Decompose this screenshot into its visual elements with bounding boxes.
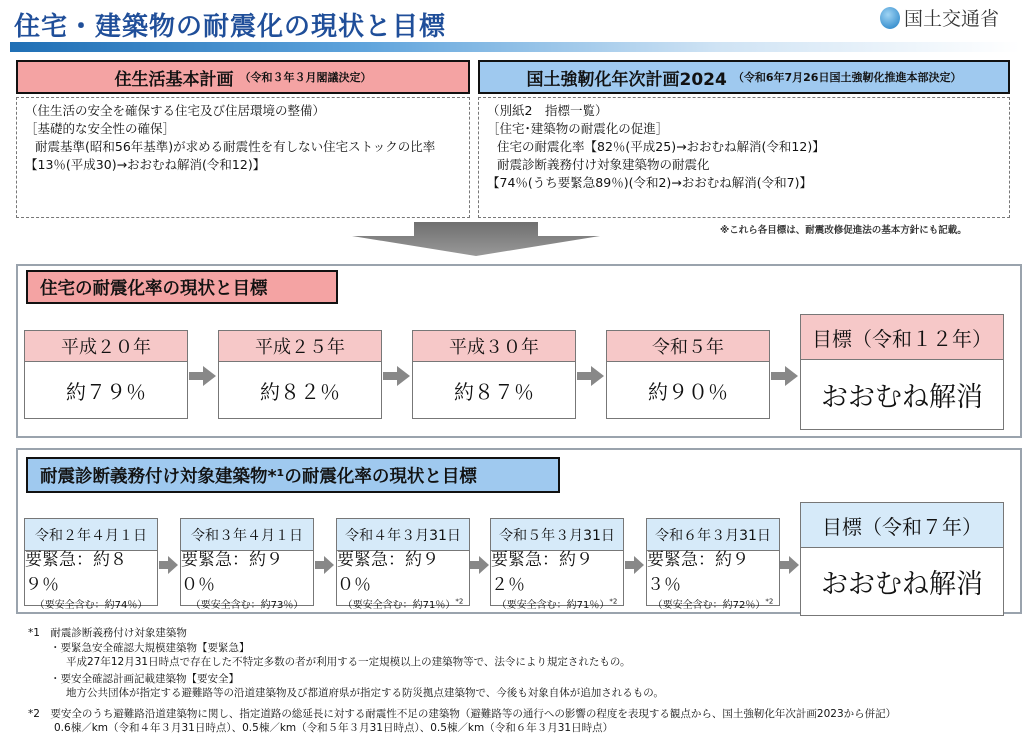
plan-left-subtitle: （令和３年３月閣議決定） [239,71,372,84]
footnote-mark: *2 [455,597,464,606]
plan-right-line: （別紙2 指標一覧） [487,103,608,118]
plan-right-details [478,97,1010,218]
plan-right-title: 国土強靭化年次計画2024 [526,69,727,90]
plan-left-header [16,60,470,94]
building-card-date: 令和６年３月31日 [647,519,779,551]
plan-right-line: ［住宅･建築物の耐震化の促進］ [487,121,669,136]
building-card-body [491,550,623,611]
footnotes [28,626,896,736]
building-card-sub-text: （要安全含む：約71％） [342,600,456,611]
right-arrow-icon [625,556,645,574]
right-arrow-icon [189,366,217,386]
housing-card [412,330,576,419]
building-card-body [337,550,469,611]
building-card-sub [653,596,774,611]
plan-right-line: 耐震診断義務付け対象建築物の耐震化 [497,157,710,172]
building-card-body [25,550,157,611]
mlit-logo-icon [880,7,900,29]
building-card-rate: 要緊急：約８９％ [25,550,127,595]
building-card-body [181,550,313,611]
right-arrow-icon [315,556,335,574]
housing-card-rate: 約８７％ [454,379,534,404]
footnote-line: ・要緊急安全確認大規模建築物【要緊急】 [50,641,250,654]
building-card-body [647,550,779,611]
building-card-date: 令和３年４月１日 [181,519,313,551]
building-card-sub [343,596,464,611]
building-card [24,518,158,611]
right-arrow-icon [159,556,179,574]
plan-right-header [478,60,1010,94]
building-card-sub-text: （要安全含む：約72％） [652,600,766,611]
down-arrow-icon [346,222,606,258]
building-goal-value: おおむね解消 [821,568,983,600]
plan-right-line: 【74％(うち要緊急89％)(令和2)→おおむね解消(令和7)】 [487,175,812,190]
plan-right-line: 住宅の耐震化率【82％(平成25)→おおむね解消(令和12)】 [497,139,825,154]
building-card-date: 令和４年３月31日 [337,519,469,551]
ministry-name: 国土交通省 [904,8,1000,30]
housing-card-rate: 約９０％ [648,379,728,404]
right-arrow-icon [383,366,411,386]
right-arrow-icon [470,556,490,574]
building-card-sub-text: （要安全含む：約71％） [496,600,610,611]
building-card-rate: 要緊急：約９３％ [647,550,749,595]
ministry-logo [880,4,999,31]
building-card-sub-text: （要安全含む：約73％） [190,600,304,611]
building-card-rate: 要緊急：約９０％ [181,550,283,595]
building-goal-label: 目標（令和７年） [801,503,1003,548]
housing-card-year: 平成２５年 [219,331,381,362]
footnote-line: 地方公共団体が指定する避難路等の沿道建築物及び都道府県が指定する防災拠点建築物で、今後も対象自体が追加されるもの。 [66,687,664,699]
housing-card-rate: 約７９％ [66,379,146,404]
building-card-date: 令和５年３月31日 [491,519,623,551]
right-arrow-icon [771,366,799,386]
housing-goal-label: 目標（令和１２年） [801,315,1003,360]
housing-card [24,330,188,419]
footnote-line: 0.6棟／km（令和４年３月31日時点）、0.5棟／km（令和５年３月31日時点）、0.5棟／km（令和６年３月31日時点） [54,722,614,734]
plan-left-line: （住生活の安全を確保する住宅及び住居環境の整備） [25,103,326,118]
section-housing-title: 住宅の耐震化率の現状と目標 [26,270,338,304]
plan-left-line: ［基礎的な安全性の確保］ [25,121,176,136]
footnote-line: 平成27年12月31日時点で存在した不特定多数の者が利用する一定規模以上の建築物等で、法令により規定されたもの。 [66,656,631,668]
footnote-line: *1 耐震診断義務付け対象建築物 [28,627,187,639]
section-mandatory-buildings-title: 耐震診断義務付け対象建築物*¹の耐震化率の現状と目標 [26,457,560,493]
housing-card-rate: 約８２％ [260,379,340,404]
plan-left-details [16,97,470,218]
building-card-sub [497,596,618,611]
building-card-sub-text: （要安全含む：約74％） [34,600,148,611]
footnote-mark: *2 [765,597,774,606]
footnote-mark: *2 [609,597,618,606]
building-card-rate: 要緊急：約９０％ [337,550,439,595]
building-card [180,518,314,611]
right-arrow-icon [577,366,605,386]
building-card [646,518,780,611]
building-card [490,518,624,611]
footnote-line: ・要安全確認計画記載建築物【要安全】 [50,672,239,685]
building-card-sub [35,596,148,611]
housing-card [218,330,382,419]
title-underline [10,42,1020,52]
building-goal-card [800,502,1004,616]
housing-goal-card [800,314,1004,430]
building-card-rate: 要緊急：約９２％ [491,550,593,595]
housing-card-year: 平成３０年 [413,331,575,362]
plan-left-line: 【13％(平成30)→おおむね解消(令和12)】 [25,157,266,172]
page-title: 住宅・建築物の耐震化の現状と目標 [14,12,447,42]
housing-card [606,330,770,419]
plan-right-subtitle: （令和6年7月26日国土強靭化推進本部決定） [732,71,962,84]
building-card [336,518,470,611]
housing-card-year: 平成２０年 [25,331,187,362]
note-basic-policy: ※これら各目標は、耐震改修促進法の基本方針にも記載。 [720,225,967,236]
footnote-line: *2 要安全のうち避難路沿道建築物に関し、指定道路の総延長に対する耐震性不足の建築物（避難路等の通行への影響の程度を表現する観点から、国土強靭化年次計画2023から併記） [28,707,897,720]
building-card-sub [191,596,304,611]
housing-card-year: 令和５年 [607,331,769,362]
right-arrow-icon [780,556,800,574]
plan-left-title: 住生活基本計画 [114,69,234,90]
plan-left-line: 耐震基準(昭和56年基準)が求める耐震性を有しない住宅ストックの比率 [35,139,436,154]
building-card-date: 令和２年４月１日 [25,519,157,551]
housing-goal-value: おおむね解消 [821,381,983,413]
